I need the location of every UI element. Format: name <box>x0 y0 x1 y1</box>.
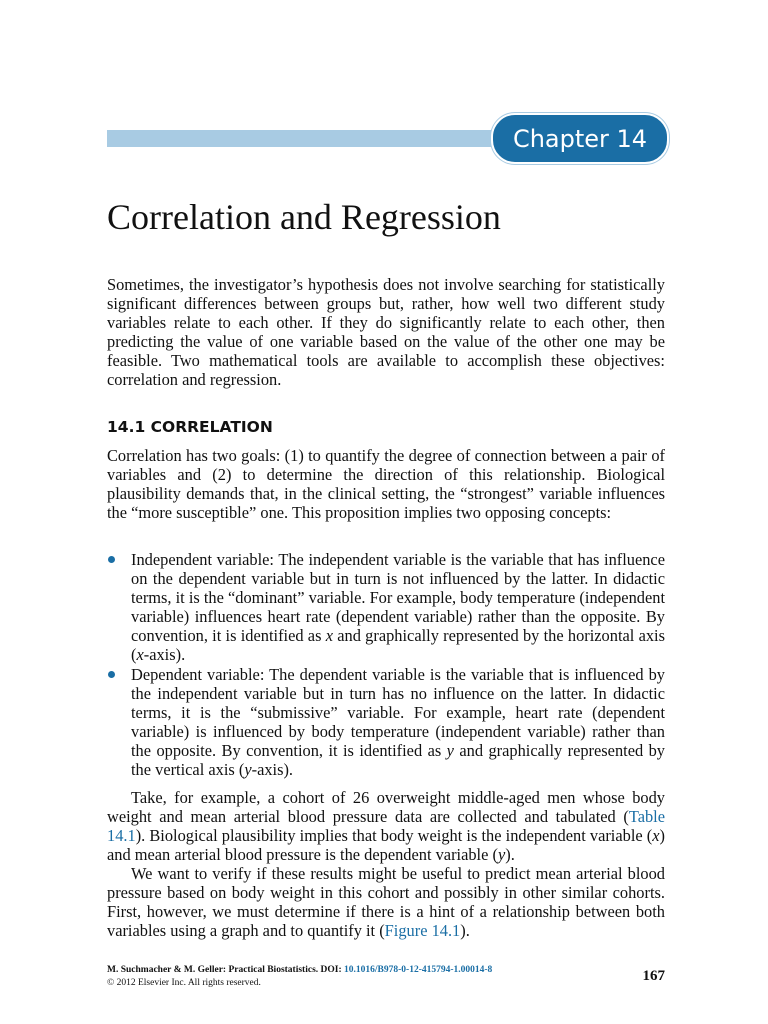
footer-citation-line <box>107 964 665 977</box>
chapter-header-bar <box>107 130 507 147</box>
bullet-icon <box>108 556 115 563</box>
paragraph-text: We want to verify if these results might be useful to predict mean arterial blood pressure based on body weight in this cohort and possibly in other similar cohorts. First, however, we must determine if there is a hint of a relationship between both variables using a graph and to quantify it ( <box>107 864 665 941</box>
bullet-item-dependent <box>107 665 665 780</box>
paragraph-text: ) and mean arterial blood pressure is the dependent variable ( <box>107 826 665 865</box>
section-paragraph-2 <box>107 788 665 864</box>
page-footer <box>107 964 665 990</box>
paragraph-text: ). <box>460 921 470 941</box>
figure-link[interactable]: Figure 14.1 <box>384 921 461 941</box>
bullet-icon <box>108 671 115 678</box>
bullet-text: -axis). <box>251 760 294 780</box>
bullet-text: Dependent variable: The dependent variable is the variable that is influenced by the independent variable but in turn has no influence on the latter. In didactic terms, it is the “submissive” variable. For example, heart rate (dependent variable) is influenced by body temperature (independent variable) rather than the opposite. By convention, it is identified as <box>131 664 665 760</box>
intro-paragraph: Sometimes, the investigator’s hypothesis does not involve searching for statistically significant differences between groups but, rather, how well two different study variables relate to each other. If they do significantly relate to each other, then predicting the value of one variable based on the value of the other one may be feasible. Two mathematical tools are available to accomplish these objectives: correlation and regression. <box>107 275 665 390</box>
var-x: x <box>325 626 333 646</box>
var-x: x <box>136 645 144 665</box>
bullet-text: and graphically represented by the horizontal axis ( <box>131 626 665 665</box>
paragraph-text: Take, for example, a cohort of 26 overweight middle-aged men whose body weight and mean arterial blood pressure data are collected and tabulated ( <box>107 788 665 827</box>
footer-citation: M. Suchmacher & M. Geller: Practical Biostatistics. DOI: <box>107 965 345 975</box>
chapter-title: Correlation and Regression <box>107 197 501 237</box>
bullet-text: Independent variable: The independent variable is the variable that has influence on the dependent variable but in turn is not influenced by the latter. In didactic terms, it is the “dominant” variable. For example, body temperature (independent variable) influences heart rate (dependent variable) rather than the opposite. By convention, it is identified as <box>131 550 665 646</box>
var-y: y <box>497 845 506 865</box>
var-y: y <box>446 740 454 760</box>
paragraph-text: ). Biological plausibility implies that body weight is the independent variable ( <box>135 826 653 846</box>
section-paragraph-1: Correlation has two goals: (1) to quantify the degree of connection between a pair of variables and (2) to determine the direction of this relationship. Biological plausibility demands that, in the clinical setting, the “strongest” variable influences the “more susceptible” one. This proposition implies two opposing concepts: <box>107 446 665 523</box>
section-heading: 14.1 CORRELATION <box>107 418 273 436</box>
bullet-text: -axis). <box>143 645 186 665</box>
section-paragraph-3 <box>107 864 665 940</box>
paragraph-text: ). <box>505 845 515 865</box>
table-link[interactable]: Table 14.1 <box>107 807 665 846</box>
var-x: x <box>652 826 660 846</box>
bullet-item-independent <box>107 550 665 665</box>
var-y: y <box>244 760 252 780</box>
doi-link[interactable]: 10.1016/B978-0-12-415794-1.00014-8 <box>344 965 493 975</box>
page-number: 167 <box>642 968 665 984</box>
chapter-label: Chapter 14 <box>491 113 669 164</box>
bullet-list <box>107 550 665 779</box>
bullet-text: and graphically represented by the vertical axis ( <box>131 740 665 780</box>
footer-copyright: © 2012 Elsevier Inc. All rights reserved. <box>107 978 261 988</box>
